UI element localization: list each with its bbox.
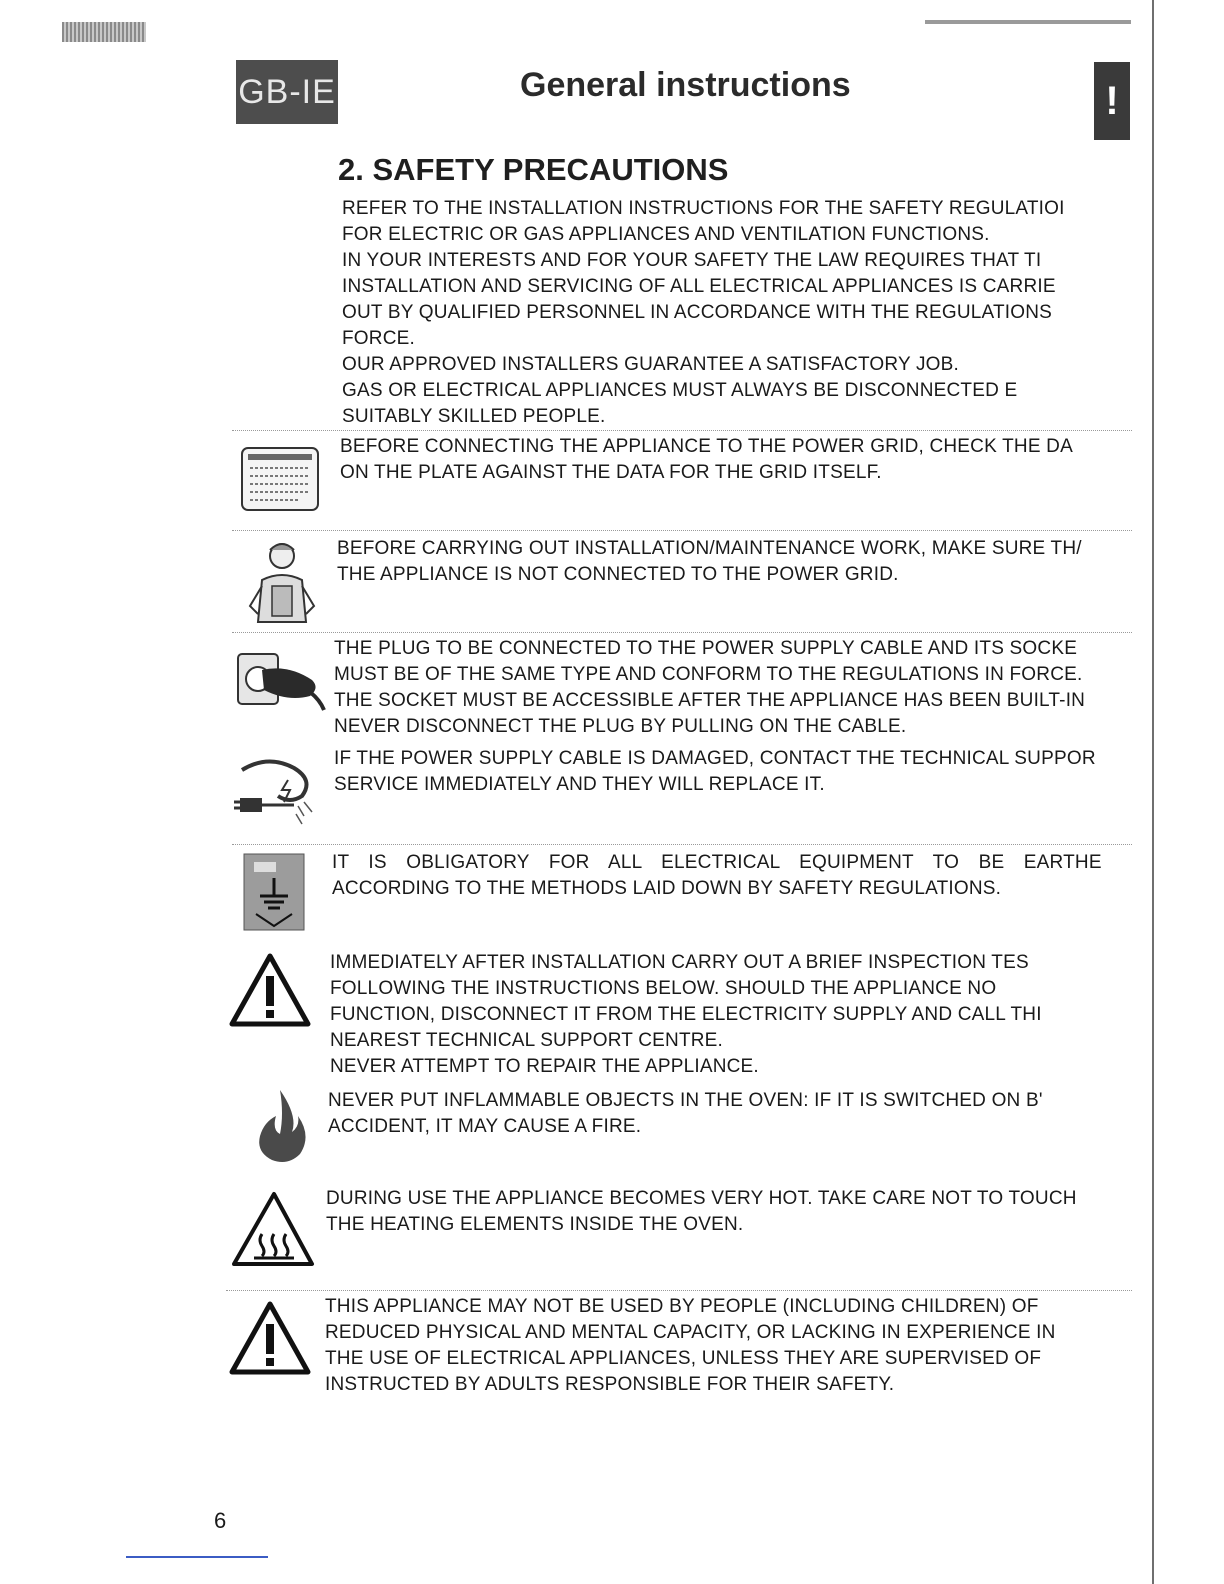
divider (232, 530, 1132, 531)
scan-line (925, 20, 1131, 24)
safety-text-block (326, 1186, 1077, 1238)
text-line: ACCORDING TO THE METHODS LAID DOWN BY SAFETY REGULATIONS. (332, 878, 1002, 899)
text-line: REDUCED PHYSICAL AND MENTAL CAPACITY, OR LACKING IN EXPERIENCE IN (325, 1322, 1056, 1343)
divider (226, 1290, 1132, 1291)
safety-text-block (337, 536, 1082, 588)
text-line: NEVER ATTEMPT TO REPAIR THE APPLIANCE. (330, 1056, 759, 1077)
safety-text-block (334, 636, 1085, 740)
text-line: MUST BE OF THE SAME TYPE AND CONFORM TO THE REGULATIONS IN FORCE. (334, 664, 1083, 685)
page-title: General instructions (520, 66, 851, 104)
hot-surface-icon (228, 1186, 328, 1270)
text-line: FOLLOWING THE INSTRUCTIONS BELOW. SHOULD THE APPLIANCE NO (330, 978, 997, 999)
text-line: SERVICE IMMEDIATELY AND THEY WILL REPLACE IT. (334, 774, 825, 795)
text-line: FUNCTION, DISCONNECT IT FROM THE ELECTRICITY SUPPLY AND CALL THI (330, 1004, 1042, 1025)
text-line: THE APPLIANCE IS NOT CONNECTED TO THE POWER GRID. (337, 564, 899, 585)
rating-plate-icon (228, 442, 328, 514)
text-line: THE HEATING ELEMENTS INSIDE THE OVEN. (326, 1214, 744, 1235)
safety-text-block (340, 434, 1073, 486)
text-line: FOR ELECTRIC OR GAS APPLIANCES AND VENTILATION FUNCTIONS. (342, 224, 990, 245)
text-line: INSTRUCTED BY ADULTS RESPONSIBLE FOR THEIR SAFETY. (325, 1374, 895, 1395)
text-line: ON THE PLATE AGAINST THE DATA FOR THE GRID ITSELF. (340, 462, 882, 483)
safety-text-block (332, 850, 1102, 902)
text-line: THIS APPLIANCE MAY NOT BE USED BY PEOPLE (INCLUDING CHILDREN) OF (325, 1296, 1039, 1317)
page-number: 6 (214, 1508, 227, 1533)
warning-tab-icon: ! (1094, 62, 1130, 140)
text-line: INSTALLATION AND SERVICING OF ALL ELECTRICAL APPLIANCES IS CARRIE (342, 276, 1056, 297)
text-line: IF THE POWER SUPPLY CABLE IS DAMAGED, CONTACT THE TECHNICAL SUPPOR (334, 748, 1096, 769)
section-title: 2. SAFETY PRECAUTIONS (338, 152, 729, 187)
text-line: NEVER DISCONNECT THE PLUG BY PULLING ON THE CABLE. (334, 716, 907, 737)
text-line: THE USE OF ELECTRICAL APPLIANCES, UNLESS THEY ARE SUPERVISED OF (325, 1348, 1042, 1369)
damaged-cable-icon (228, 750, 328, 830)
divider (232, 844, 1132, 845)
intro-paragraph (342, 196, 1065, 430)
warning-triangle-icon (228, 1298, 328, 1378)
text-line: NEAREST TECHNICAL SUPPORT CENTRE. (330, 1030, 724, 1051)
language-badge: GB-IE (236, 60, 338, 124)
scan-mark (62, 22, 146, 42)
text-line: IT IS OBLIGATORY FOR ALL ELECTRICAL EQUIPMENT TO BE EARTHE (332, 852, 1102, 873)
earthing-icon (228, 852, 328, 932)
footer-rule (126, 1556, 268, 1558)
text-line: IN YOUR INTERESTS AND FOR YOUR SAFETY THE LAW REQUIRES THAT TI (342, 250, 1042, 271)
text-line: ACCIDENT, IT MAY CAUSE A FIRE. (328, 1116, 642, 1137)
text-line: DURING USE THE APPLIANCE BECOMES VERY HOT. TAKE CARE NOT TO TOUCH (326, 1188, 1077, 1209)
text-line: OUR APPROVED INSTALLERS GUARANTEE A SATISFACTORY JOB. (342, 354, 960, 375)
safety-text-block (334, 746, 1096, 798)
text-line: THE PLUG TO BE CONNECTED TO THE POWER SUPPLY CABLE AND ITS SOCKE (334, 638, 1078, 659)
safety-text-block (328, 1088, 1043, 1140)
text-line: THE SOCKET MUST BE ACCESSIBLE AFTER THE APPLIANCE HAS BEEN BUILT-IN (334, 690, 1086, 711)
safety-text-block (325, 1294, 1056, 1398)
plug-socket-icon (228, 640, 328, 720)
divider (232, 632, 1132, 633)
text-line: BEFORE CARRYING OUT INSTALLATION/MAINTENANCE WORK, MAKE SURE TH/ (337, 538, 1082, 559)
text-line: IMMEDIATELY AFTER INSTALLATION CARRY OUT A BRIEF INSPECTION TES (330, 952, 1029, 973)
flame-icon (228, 1086, 328, 1166)
text-line: REFER TO THE INSTALLATION INSTRUCTIONS FOR THE SAFETY REGULATIOI (342, 198, 1065, 219)
warning-triangle-icon (228, 950, 328, 1030)
text-line: GAS OR ELECTRICAL APPLIANCES MUST ALWAYS BE DISCONNECTED E (342, 380, 1018, 401)
page-edge-rule (1152, 0, 1154, 1584)
text-line: NEVER PUT INFLAMMABLE OBJECTS IN THE OVEN: IF IT IS SWITCHED ON B' (328, 1090, 1043, 1111)
text-line: FORCE. (342, 328, 415, 349)
text-line: SUITABLY SKILLED PEOPLE. (342, 406, 606, 427)
text-line: BEFORE CONNECTING THE APPLIANCE TO THE POWER GRID, CHECK THE DA (340, 436, 1073, 457)
text-line: OUT BY QUALIFIED PERSONNEL IN ACCORDANCE WITH THE REGULATIONS (342, 302, 1053, 323)
divider (232, 430, 1132, 431)
technician-icon (228, 536, 328, 628)
safety-text-block (330, 950, 1042, 1080)
